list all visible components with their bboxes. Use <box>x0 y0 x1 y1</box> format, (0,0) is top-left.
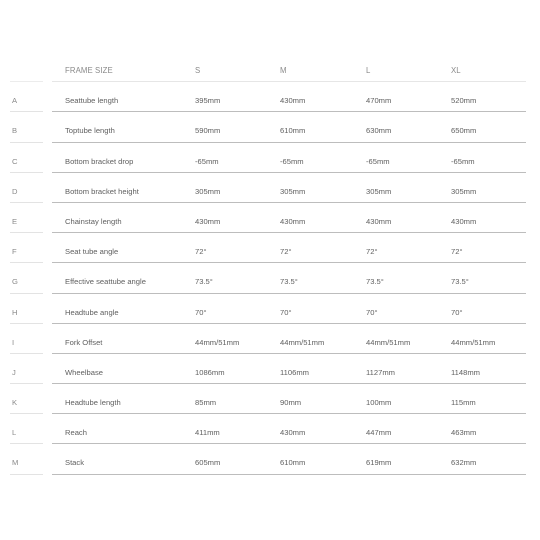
table-row <box>0 302 540 332</box>
value-size-xl: 73.5° <box>451 277 469 287</box>
row-divider <box>10 81 43 82</box>
row-letter: A <box>12 96 18 106</box>
table-row <box>0 392 540 422</box>
value-size-xl: 70° <box>451 307 463 317</box>
size-s-header: S <box>195 66 201 75</box>
value-size-s: 70° <box>195 307 207 317</box>
frame-size-header: FRAME SIZE <box>65 66 113 75</box>
row-divider <box>52 293 526 294</box>
value-size-l: 44mm/51mm <box>366 337 411 347</box>
row-divider <box>52 383 526 384</box>
table-row <box>0 241 540 271</box>
row-divider <box>10 443 43 444</box>
value-size-s: 411mm <box>195 428 220 438</box>
row-letter: E <box>12 216 18 226</box>
row-letter: F <box>12 247 17 257</box>
table-row <box>0 271 540 301</box>
value-size-xl: 463mm <box>451 428 477 438</box>
measurement-name: Fork Offset <box>65 337 103 347</box>
row-letter: M <box>12 458 19 468</box>
row-divider <box>52 172 526 173</box>
row-divider <box>10 262 43 263</box>
value-size-xl: 650mm <box>451 126 477 136</box>
size-xl-header: XL <box>451 66 461 75</box>
value-size-xl: 1148mm <box>451 367 480 377</box>
table-row <box>0 151 540 181</box>
value-size-m: -65mm <box>280 156 304 166</box>
value-size-s: 605mm <box>195 458 221 468</box>
row-letter: L <box>12 428 17 438</box>
value-size-xl: 305mm <box>451 186 477 196</box>
value-size-s: 44mm/51mm <box>195 337 240 347</box>
value-size-m: 610mm <box>280 126 306 136</box>
value-size-m: 1106mm <box>280 367 309 377</box>
row-letter: H <box>12 307 18 317</box>
measurement-name: Chainstay length <box>65 216 122 226</box>
measurement-name: Headtube length <box>65 398 121 408</box>
value-size-l: 73.5° <box>366 277 384 287</box>
measurement-name: Bottom bracket height <box>65 186 139 196</box>
row-letter: I <box>12 337 15 347</box>
value-size-s: -65mm <box>195 156 219 166</box>
value-size-l: 72° <box>366 247 378 257</box>
row-letter: D <box>12 186 18 196</box>
value-size-m: 430mm <box>280 96 306 106</box>
row-divider <box>52 323 526 324</box>
row-letter: K <box>12 398 18 408</box>
row-letter: G <box>12 277 18 287</box>
row-divider <box>10 232 43 233</box>
value-size-m: 610mm <box>280 458 306 468</box>
measurement-name: Headtube angle <box>65 307 119 317</box>
row-divider <box>10 111 43 112</box>
measurement-name: Stack <box>65 458 84 468</box>
value-size-m: 72° <box>280 247 292 257</box>
geometry-table <box>0 60 540 483</box>
row-divider <box>10 474 43 475</box>
value-size-l: 619mm <box>366 458 392 468</box>
row-divider <box>52 353 526 354</box>
value-size-s: 1086mm <box>195 367 225 377</box>
value-size-l: -65mm <box>366 156 390 166</box>
table-row <box>0 90 540 120</box>
row-divider <box>52 111 526 112</box>
row-divider <box>10 383 43 384</box>
measurement-name: Seat tube angle <box>65 247 119 257</box>
row-divider <box>52 81 526 82</box>
value-size-xl: 520mm <box>451 96 477 106</box>
row-divider <box>52 232 526 233</box>
row-divider <box>52 262 526 263</box>
row-divider <box>10 293 43 294</box>
row-divider <box>52 413 526 414</box>
value-size-m: 305mm <box>280 186 306 196</box>
table-row <box>0 211 540 241</box>
value-size-m: 70° <box>280 307 292 317</box>
value-size-xl: 72° <box>451 247 463 257</box>
row-divider <box>52 443 526 444</box>
table-row <box>0 452 540 482</box>
table-row <box>0 332 540 362</box>
row-divider <box>52 474 526 475</box>
value-size-xl: 115mm <box>451 398 476 408</box>
value-size-l: 447mm <box>366 428 392 438</box>
value-size-s: 85mm <box>195 398 217 408</box>
row-divider <box>10 323 43 324</box>
value-size-xl: 430mm <box>451 216 477 226</box>
table-header-row <box>0 60 540 90</box>
table-row <box>0 181 540 211</box>
measurement-name: Effective seattube angle <box>65 277 146 287</box>
value-size-s: 305mm <box>195 186 221 196</box>
value-size-l: 100mm <box>366 398 392 408</box>
value-size-s: 430mm <box>195 216 221 226</box>
table-row <box>0 120 540 150</box>
size-m-header: M <box>280 66 287 75</box>
value-size-s: 73.5° <box>195 277 213 287</box>
row-letter: J <box>12 367 16 377</box>
value-size-xl: 632mm <box>451 458 477 468</box>
measurement-name: Seattube length <box>65 96 119 106</box>
row-letter: B <box>12 126 18 136</box>
measurement-name: Reach <box>65 428 87 438</box>
value-size-m: 430mm <box>280 428 306 438</box>
size-l-header: L <box>366 66 371 75</box>
value-size-xl: -65mm <box>451 156 475 166</box>
value-size-s: 395mm <box>195 96 221 106</box>
row-divider <box>52 202 526 203</box>
value-size-s: 72° <box>195 247 207 257</box>
measurement-name: Toptube length <box>65 126 115 136</box>
row-divider <box>52 142 526 143</box>
value-size-l: 430mm <box>366 216 392 226</box>
row-divider <box>10 172 43 173</box>
row-divider <box>10 202 43 203</box>
value-size-m: 44mm/51mm <box>280 337 325 347</box>
measurement-name: Wheelbase <box>65 367 103 377</box>
value-size-l: 305mm <box>366 186 392 196</box>
value-size-m: 430mm <box>280 216 306 226</box>
row-divider <box>10 413 43 414</box>
row-divider <box>10 353 43 354</box>
table-row <box>0 362 540 392</box>
value-size-xl: 44mm/51mm <box>451 337 496 347</box>
measurement-name: Bottom bracket drop <box>65 156 134 166</box>
value-size-l: 630mm <box>366 126 392 136</box>
value-size-m: 90mm <box>280 398 302 408</box>
value-size-l: 70° <box>366 307 378 317</box>
table-row <box>0 422 540 452</box>
value-size-l: 470mm <box>366 96 392 106</box>
table-body <box>0 90 540 482</box>
value-size-l: 1127mm <box>366 367 395 377</box>
row-divider <box>10 142 43 143</box>
row-letter: C <box>12 156 18 166</box>
value-size-s: 590mm <box>195 126 221 136</box>
value-size-m: 73.5° <box>280 277 298 287</box>
